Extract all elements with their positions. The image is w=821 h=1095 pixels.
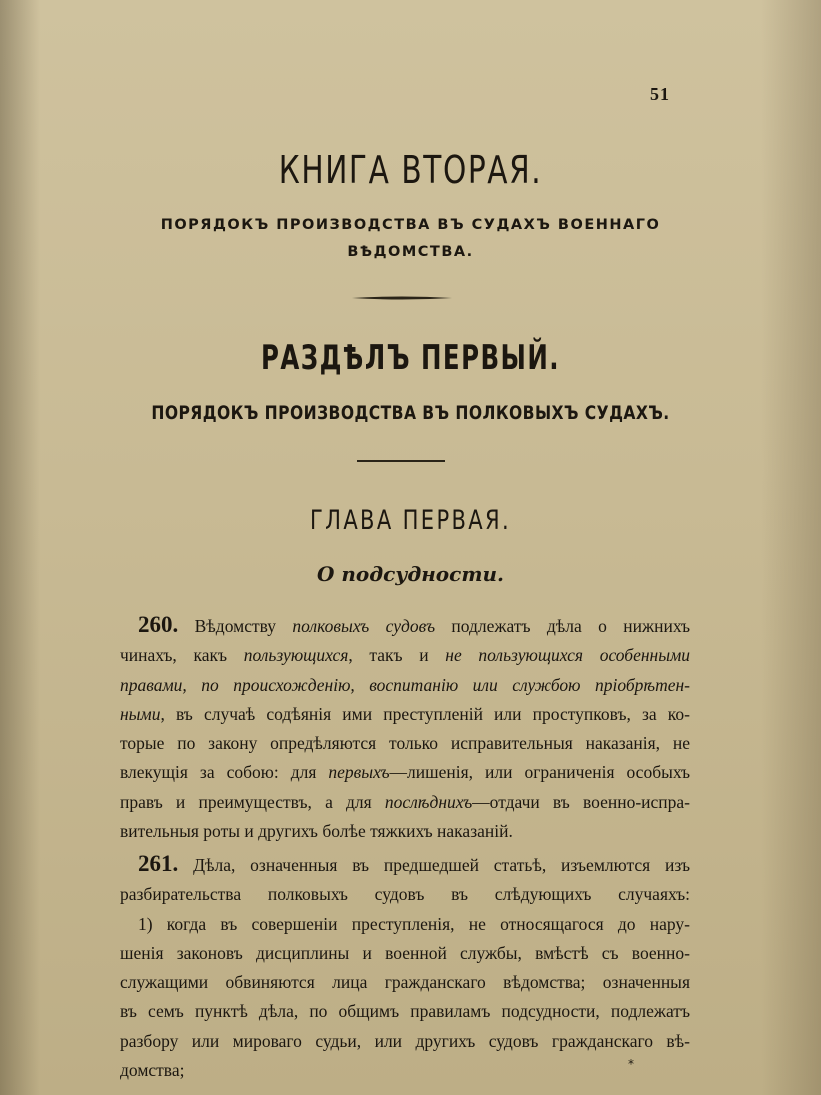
article-260-line: чинахъ, какъ пользующихся, такъ и не пользующихся особенными <box>120 645 691 666</box>
article-261-line: 1) когда въ совершеніи преступленія, не относящагося до нару- <box>138 913 690 934</box>
chapter-subtitle: О подсудности. <box>317 562 504 586</box>
section-title: РАЗДѢЛЪ ПЕРВЫЙ. <box>260 338 561 378</box>
article-number: 260. <box>138 612 179 637</box>
book-title: КНИГА ВТОРАЯ. <box>278 148 543 192</box>
article-260-line: ными, въ случаѣ содѣянія ими преступленій или проступковъ, за ко- <box>120 703 690 724</box>
footer-mark: * <box>628 1057 634 1071</box>
article-261-line: разбору или мироваго судьи, или другихъ судовъ гражданскаго вѣ- <box>120 1030 690 1051</box>
article-260-line: влекущія за собою: для первыхъ—лишенія, или ограниченія особыхъ <box>120 762 690 783</box>
chapter-title: ГЛАВА ПЕРВАЯ. <box>309 505 512 536</box>
article-260-line: 260. Вѣдомству полковыхъ судовъ подлежатъ дѣла о нижнихъ <box>138 612 690 637</box>
page-gutter-shadow <box>0 0 40 1095</box>
book-subtitle-line2: ВѢДОМСТВА. <box>347 244 474 260</box>
article-261-line: домства; <box>120 1060 185 1081</box>
article-261 <box>120 849 690 1085</box>
ornament-divider <box>352 296 452 300</box>
page-edge-shadow <box>761 0 821 1095</box>
article-number: 261. <box>138 851 179 876</box>
article-260 <box>120 610 690 846</box>
article-261-line: разбирательства полковыхъ судовъ въ слѣдующихъ случаяхъ: <box>120 884 690 905</box>
article-261-line: шенія законовъ дисциплины и военной службы, вмѣстѣ съ военно- <box>120 942 690 963</box>
article-261-line: въ семъ пунктѣ дѣла, по общимъ правиламъ подсудности, подлежатъ <box>120 1001 690 1022</box>
section-subtitle: ПОРЯДОКЪ ПРОИЗВОДСТВА ВЪ ПОЛКОВЫХЪ СУДАХЪ. <box>151 402 670 424</box>
article-260-line: правами, по происхожденію, воспитанію или службою пріобрѣтен- <box>120 674 690 695</box>
article-261-line: служащими обвиняются лица гражданскаго вѣдомства; означенныя <box>120 972 690 993</box>
rule-divider <box>357 460 445 462</box>
article-260-line: торые по закону опредѣляются только исправительныя наказанія, не <box>120 733 690 754</box>
book-subtitle-line1: ПОРЯДОКЪ ПРОИЗВОДСТВА ВЪ СУДАХЪ ВОЕННАГО <box>160 217 661 233</box>
article-260-line: правъ и преимуществъ, а для послѣднихъ—отдачи въ военно-испра- <box>120 791 690 812</box>
article-261-line: 261. Дѣла, означенныя въ предшедшей статьѣ, изъемлются изъ <box>138 851 690 876</box>
article-260-line: вительныя роты и другихъ болѣе тяжкихъ наказаній. <box>120 821 513 842</box>
page-number: 51 <box>650 84 670 104</box>
